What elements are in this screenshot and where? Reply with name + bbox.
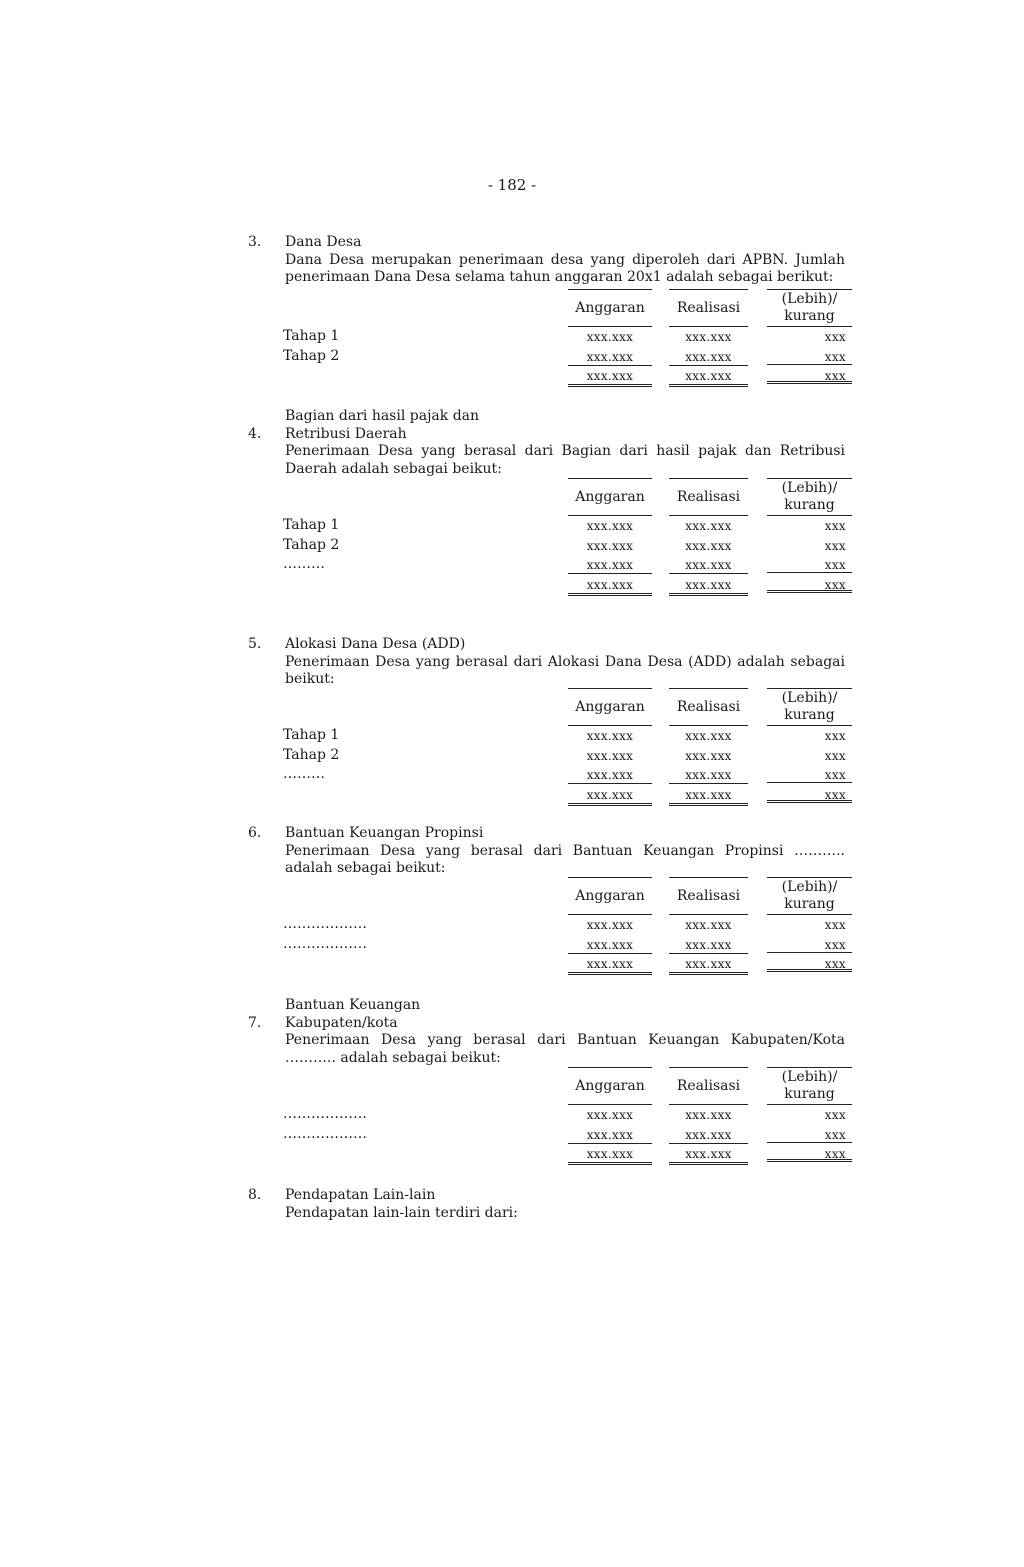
section-content: [285, 636, 845, 689]
column-header-anggaran: Anggaran: [575, 698, 645, 715]
cell-anggaran: xxx.xxx: [568, 788, 652, 806]
row-label: ………………: [283, 1125, 367, 1142]
column-header-realisasi: Realisasi: [676, 698, 741, 715]
section-title: Bantuan Keuangan Propinsi: [285, 825, 484, 841]
cell-lebih-kurang: xxx: [767, 938, 852, 953]
financial-table: [283, 688, 853, 804]
column-header-lebih-text: [782, 690, 838, 724]
section-title: Dana Desa: [285, 234, 362, 250]
row-label: ………………: [283, 916, 367, 932]
table-row: [283, 347, 853, 367]
cell-anggaran: xxx.xxx: [586, 918, 634, 932]
row-label: ………: [283, 766, 325, 782]
cell-anggaran: xxx.xxx: [568, 1147, 652, 1165]
cell-anggaran: xxx.xxx: [568, 938, 652, 954]
column-header-anggaran: Anggaran: [575, 299, 645, 316]
financial-table: [283, 877, 853, 974]
table-row: [283, 555, 853, 575]
cell-anggaran: xxx.xxx: [568, 578, 652, 596]
section-7: [248, 997, 858, 1187]
cell-realisasi: xxx.xxx: [685, 748, 732, 763]
table-row: [283, 516, 853, 536]
cell-realisasi: xxx.xxx: [685, 729, 732, 743]
table-header: [568, 877, 853, 915]
section-content: [285, 408, 845, 478]
table-row: [283, 765, 853, 785]
cell-lebih-kurang: xxx: [767, 788, 852, 803]
cell-realisasi: xxx.xxx: [685, 538, 732, 553]
section-content: [285, 1187, 845, 1222]
table-header: [568, 688, 853, 726]
table-row: [283, 1105, 853, 1125]
column-header-realisasi: Realisasi: [676, 488, 741, 505]
cell-lebih-kurang: xxx: [824, 519, 846, 533]
table-row: [568, 366, 853, 386]
table-row: [283, 915, 853, 935]
table-row: [283, 536, 853, 556]
cell-lebih-kurang: xxx: [767, 369, 852, 384]
cell-anggaran: xxx.xxx: [568, 1128, 652, 1144]
row-label: ………: [283, 556, 325, 572]
table-row: [283, 746, 853, 766]
table-header: [568, 1067, 853, 1105]
cell-lebih-kurang: xxx: [824, 729, 846, 743]
lebih-line-1: (Lebih)/: [781, 291, 838, 307]
cell-realisasi: xxx.xxx: [669, 788, 748, 806]
section-content: [285, 234, 845, 287]
row-label: ………………: [283, 935, 367, 952]
cell-anggaran: xxx.xxx: [586, 519, 634, 533]
section-number: 8.: [248, 1187, 262, 1203]
cell-lebih-kurang: xxx: [767, 578, 852, 593]
cell-anggaran: xxx.xxx: [586, 748, 634, 763]
cell-lebih-kurang: xxx: [767, 1147, 852, 1162]
lebih-line-2: kurang: [784, 308, 835, 324]
row-label: Tahap 1: [283, 517, 340, 533]
cell-realisasi: xxx.xxx: [669, 350, 748, 366]
row-label: Tahap 1: [283, 727, 340, 743]
cell-lebih-kurang: xxx: [767, 1128, 852, 1143]
cell-realisasi: xxx.xxx: [669, 578, 748, 596]
financial-table: [283, 289, 853, 386]
lebih-line-2: kurang: [784, 707, 835, 723]
section-paragraph: Pendapatan lain-lain terdiri dari:: [285, 1204, 518, 1221]
column-header-lebih: [767, 478, 852, 516]
cell-anggaran: xxx.xxx: [568, 350, 652, 366]
cell-realisasi: xxx.xxx: [669, 938, 748, 954]
cell-realisasi: xxx.xxx: [669, 957, 748, 975]
column-header-lebih-text: [782, 1069, 838, 1103]
cell-lebih-kurang: xxx: [767, 768, 852, 783]
column-header-lebih-text: [782, 480, 838, 514]
section-number: 5.: [248, 636, 262, 652]
section-title: Kabupaten/kota: [285, 1014, 398, 1031]
section-6: [248, 825, 858, 1015]
section-8: [248, 1187, 858, 1377]
section-title: Bagian dari hasil pajak dan: [285, 408, 480, 424]
cell-lebih-kurang: xxx: [824, 748, 846, 763]
cell-realisasi: xxx.xxx: [685, 330, 732, 344]
cell-lebih-kurang: xxx: [824, 538, 846, 553]
section-title: Alokasi Dana Desa (ADD): [285, 636, 466, 652]
section-paragraph: Penerimaan Desa yang berasal dari Bantuan Keuangan Kabupaten/Kota ……….. adalah sebagai beikut:: [285, 1032, 845, 1066]
column-header-lebih: [767, 877, 852, 915]
cell-anggaran: xxx.xxx: [586, 330, 634, 344]
lebih-line-2: kurang: [784, 896, 835, 912]
section-paragraph: Penerimaan Desa yang berasal dari Bantuan Keuangan Propinsi ……….. adalah sebagai beikut:: [285, 842, 845, 876]
section-4: [248, 408, 858, 598]
row-label: Tahap 1: [283, 328, 340, 344]
section-3: [248, 234, 858, 424]
section-5: [248, 636, 858, 826]
column-header-anggaran: Anggaran: [575, 488, 645, 505]
cell-lebih-kurang: xxx: [824, 918, 846, 932]
row-label: ………………: [283, 1106, 367, 1122]
cell-realisasi: xxx.xxx: [669, 768, 748, 784]
table-row: [283, 327, 853, 347]
table-row: [568, 954, 853, 974]
cell-anggaran: xxx.xxx: [586, 1108, 634, 1122]
cell-anggaran: xxx.xxx: [586, 538, 634, 553]
cell-realisasi: xxx.xxx: [669, 1147, 748, 1165]
column-header-lebih-text: [782, 879, 838, 913]
section-number: 7.: [248, 1014, 262, 1031]
cell-lebih-kurang: xxx: [767, 350, 852, 365]
row-label: Tahap 2: [283, 347, 340, 364]
cell-realisasi: xxx.xxx: [685, 918, 732, 932]
section-paragraph: Dana Desa merupakan penerimaan desa yang diperoleh dari APBN. Jumlah penerimaan Dana Desa selama tahun anggaran 20x1 adalah sebagai berikut:: [285, 251, 845, 285]
table-header: [568, 478, 853, 516]
column-header-lebih: [767, 289, 852, 327]
section-number: 4.: [248, 425, 262, 442]
column-header-lebih: [767, 1067, 852, 1105]
table-row: [283, 935, 853, 955]
section-content: [285, 997, 845, 1067]
section-title: Retribusi Daerah: [285, 425, 407, 442]
cell-lebih-kurang: xxx: [824, 1108, 846, 1122]
cell-realisasi: xxx.xxx: [669, 369, 748, 387]
cell-anggaran: xxx.xxx: [568, 957, 652, 975]
column-header-anggaran: Anggaran: [575, 887, 645, 904]
page-number: - 182 -: [487, 176, 537, 194]
table-header: [568, 289, 853, 327]
cell-anggaran: xxx.xxx: [568, 369, 652, 387]
row-label: Tahap 2: [283, 746, 340, 763]
table-row: [283, 726, 853, 746]
section-content: [285, 825, 845, 878]
column-header-realisasi: Realisasi: [676, 887, 741, 904]
lebih-line-1: (Lebih)/: [781, 690, 838, 706]
section-number: 6.: [248, 825, 262, 841]
table-row: [568, 1144, 853, 1164]
table-row: [283, 1125, 853, 1145]
cell-anggaran: xxx.xxx: [568, 558, 652, 574]
financial-table: [283, 478, 853, 594]
lebih-line-1: (Lebih)/: [781, 1069, 838, 1085]
column-header-realisasi: Realisasi: [676, 1077, 741, 1094]
section-paragraph: Penerimaan Desa yang berasal dari Bagian dari hasil pajak dan Retribusi Daerah adalah sebagai beikut:: [285, 443, 845, 477]
cell-lebih-kurang: xxx: [767, 957, 852, 972]
cell-lebih-kurang: xxx: [767, 558, 852, 573]
table-row: [568, 575, 853, 595]
cell-realisasi: xxx.xxx: [669, 1128, 748, 1144]
column-header-lebih-text: [782, 291, 838, 325]
column-header-lebih: [767, 688, 852, 726]
cell-anggaran: xxx.xxx: [586, 729, 634, 743]
table-row: [568, 785, 853, 805]
lebih-line-2: kurang: [784, 497, 835, 513]
cell-anggaran: xxx.xxx: [568, 768, 652, 784]
column-header-realisasi: Realisasi: [676, 299, 741, 316]
column-header-anggaran: Anggaran: [575, 1077, 645, 1094]
cell-realisasi: xxx.xxx: [685, 1108, 732, 1122]
lebih-line-1: (Lebih)/: [781, 879, 838, 895]
cell-realisasi: xxx.xxx: [685, 519, 732, 533]
section-paragraph: Penerimaan Desa yang berasal dari Alokasi Dana Desa (ADD) adalah sebagai beikut:: [285, 653, 845, 687]
financial-table: [283, 1067, 853, 1164]
lebih-line-1: (Lebih)/: [781, 480, 838, 496]
cell-realisasi: xxx.xxx: [669, 558, 748, 574]
section-title: Bantuan Keuangan: [285, 997, 421, 1013]
cell-lebih-kurang: xxx: [824, 330, 846, 344]
section-number: 3.: [248, 234, 262, 250]
row-label: Tahap 2: [283, 536, 340, 553]
section-title: Pendapatan Lain-lain: [285, 1187, 436, 1203]
lebih-line-2: kurang: [784, 1086, 835, 1102]
